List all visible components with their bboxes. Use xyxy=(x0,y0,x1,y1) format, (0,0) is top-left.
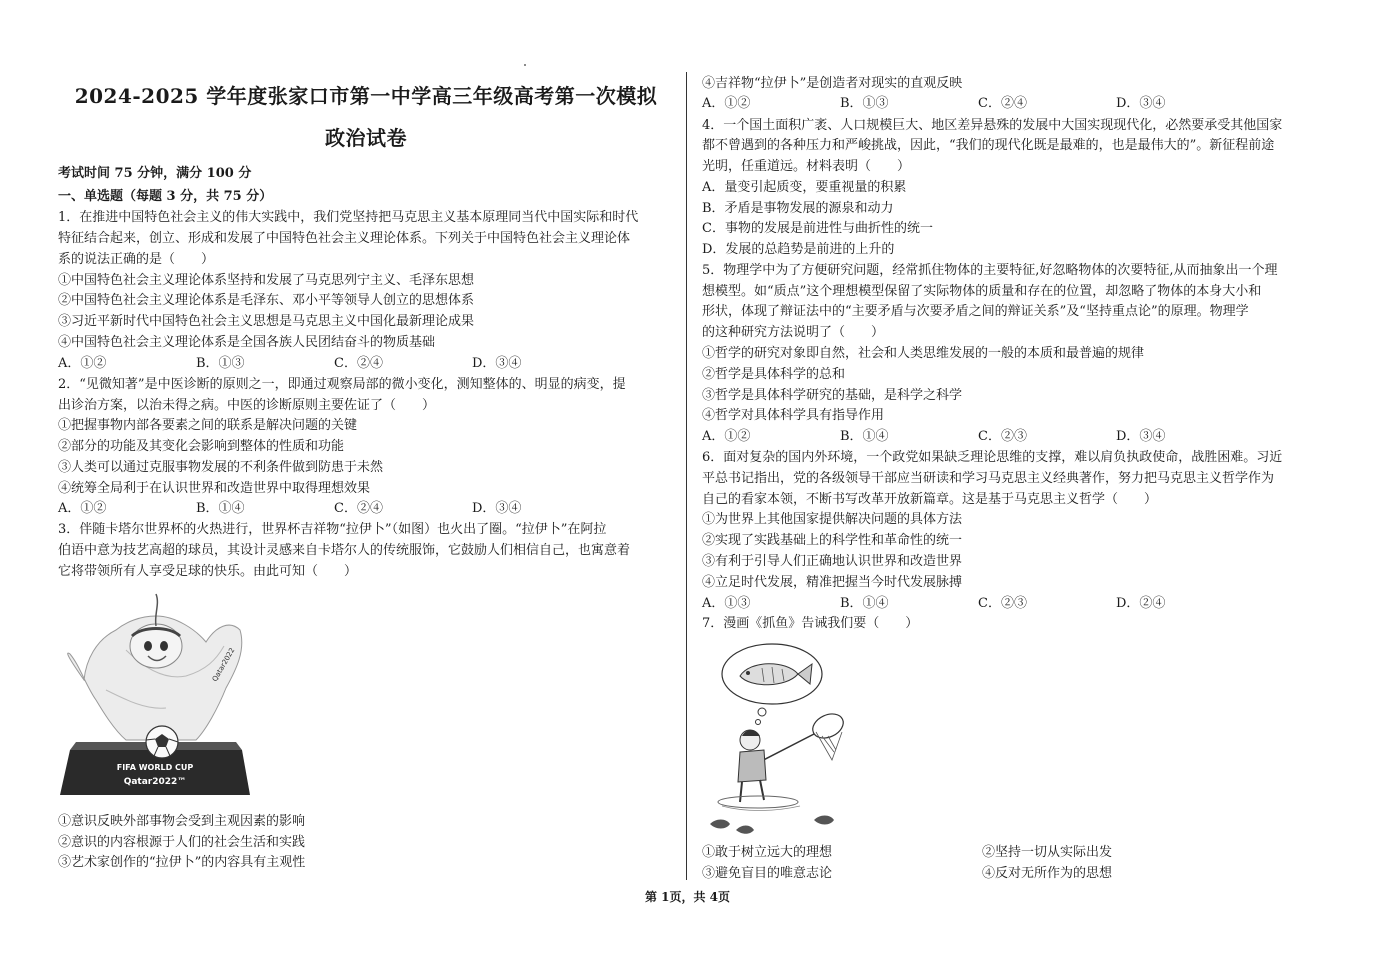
q1-option-d[interactable]: D．③④ xyxy=(472,356,522,371)
q3-line: 它将带领所有人享受足球的快乐。由此可知（ ） xyxy=(58,564,358,579)
q2-item: ②部分的功能及其变化会影响到整体的性质和功能 xyxy=(58,439,345,454)
page-footer: 第 1页，共 4页 xyxy=(644,890,731,904)
q3-option-b[interactable]: B．①③ xyxy=(840,96,889,111)
q1-option-a[interactable]: A．①② xyxy=(58,356,107,371)
q2-option-d[interactable]: D．③④ xyxy=(472,501,522,516)
q4-line: 光明，任重道远。材料表明（ ） xyxy=(702,159,911,174)
q1-item: ③习近平新时代中国特色社会主义思想是马克思主义中国化最新理论成果 xyxy=(58,314,475,329)
q3-item: ④吉祥物“拉伊卜”是创造者对现实的直观反映 xyxy=(702,76,963,91)
q5-item: ①哲学的研究对象即自然，社会和人类思维发展的一般的本质和最普遍的规律 xyxy=(702,346,1145,361)
q5-option-a[interactable]: A．①② xyxy=(702,429,751,444)
q5-item: ④哲学对具体科学具有指导作用 xyxy=(702,408,885,423)
q1-option-c[interactable]: C．②④ xyxy=(334,356,383,371)
q6-option-c[interactable]: C．②③ xyxy=(978,596,1027,611)
q1-line: 1．在推进中国特色社会主义的伟大实践中，我们党坚持把马克思主义基本原理同当代中国实际和时代 xyxy=(58,210,639,225)
q5-option-c[interactable]: C．②③ xyxy=(978,429,1027,444)
q1-item: ④中国特色社会主义理论体系是全国各族人民团结奋斗的物质基础 xyxy=(58,335,436,350)
q7-item: ④反对无所作为的思想 xyxy=(982,866,1113,881)
q5-option-b[interactable]: B．①④ xyxy=(840,429,889,444)
mascot-laeeb-image xyxy=(56,590,254,800)
q2-option-c[interactable]: C．②④ xyxy=(334,501,383,516)
q2-line: 出诊治方案，以治未得之病。中医的诊断原则主要佐证了（ ） xyxy=(58,398,436,413)
q4-option-a[interactable]: A．量变引起质变，要重视量的积累 xyxy=(702,180,907,195)
q2-item: ④统筹全局利于在认识世界和改造世界中取得理想效果 xyxy=(58,481,371,496)
exam-title: 2024-2025 学年度张家口市第一中学高三年级高考第一次模拟 xyxy=(74,84,658,108)
q6-option-b[interactable]: B．①④ xyxy=(840,596,889,611)
q2-item: ③人类可以通过克服事物发展的不利条件做到防患于未然 xyxy=(58,460,384,475)
q6-item: ②实现了实践基础上的科学性和革命性的统一 xyxy=(702,533,963,548)
q7-item: ③避免盲目的唯意志论 xyxy=(702,866,833,881)
column-divider xyxy=(686,72,687,880)
exam-subtitle: 政治试卷 xyxy=(325,126,407,150)
q3-option-a[interactable]: A．①② xyxy=(702,96,751,111)
q6-item: ④立足时代发展，精准把握当今时代发展脉搏 xyxy=(702,575,963,590)
q2-item: ①把握事物内部各要素之间的联系是解决问题的关键 xyxy=(58,418,358,433)
q4-option-d[interactable]: D．发展的总趋势是前进的上升的 xyxy=(702,242,895,257)
q1-line: 特征结合起来，创立、形成和发展了中国特色社会主义理论体系。下列关于中国特色社会主义理论体 xyxy=(58,231,631,246)
q5-line: 的这种研究方法说明了（ ） xyxy=(702,325,885,340)
base-text-line2: Qatar2022™ xyxy=(123,777,187,787)
q1-option-b[interactable]: B．①③ xyxy=(196,356,245,371)
q6-line: 平总书记指出，党的各级领导干部应当研读和学习马克思主义经典著作，努力把马克思主义哲学作为 xyxy=(702,471,1275,486)
q6-line: 自己的看家本领，不断书写改革开放新篇章。这是基于马克思主义哲学（ ） xyxy=(702,492,1158,507)
q1-item: ②中国特色社会主义理论体系是毛泽东、邓小平等领导人创立的思想体系 xyxy=(58,293,475,308)
q3-option-d[interactable]: D．③④ xyxy=(1116,96,1166,111)
q3-item: ①意识反映外部事物会受到主观因素的影响 xyxy=(58,814,306,829)
q4-option-b[interactable]: B．矛盾是事物发展的源泉和动力 xyxy=(702,201,894,216)
q7-item: ①敢于树立远大的理想 xyxy=(702,845,833,860)
q7-item: ②坚持一切从实际出发 xyxy=(982,845,1113,860)
exam-info: 考试时间 75 分钟，满分 100 分 xyxy=(58,166,252,181)
q4-line: 4．一个国土面积广袤、人口规模巨大、地区差异悬殊的发展中大国实现现代化，必然要承受其他国家 xyxy=(702,118,1283,133)
q5-line: 想模型。如“质点”这个理想模型保留了实际物体的质量和存在的位置，却忽略了物体的本身大小和 xyxy=(702,284,1262,299)
fishing-cartoon-image xyxy=(704,640,854,836)
q6-option-d[interactable]: D．②④ xyxy=(1116,596,1166,611)
q5-line: 5．物理学中为了方便研究问题，经常抓住物体的主要特征,好忽略物体的次要特征,从而抽象出一个理 xyxy=(702,263,1278,278)
q7-line: 7．漫画《抓鱼》告诫我们要（ ） xyxy=(702,616,919,631)
q1-item: ①中国特色社会主义理论体系坚持和发展了马克思列宁主义、毛泽东思想 xyxy=(58,273,475,288)
q4-option-c[interactable]: C．事物的发展是前进性与曲折性的统一 xyxy=(702,221,933,236)
q6-option-a[interactable]: A．①③ xyxy=(702,596,751,611)
q1-line: 系的说法正确的是（ ） xyxy=(58,252,215,267)
q5-option-d[interactable]: D．③④ xyxy=(1116,429,1166,444)
q6-item: ①为世界上其他国家提供解决问题的具体方法 xyxy=(702,512,963,527)
section-heading: 一、单选题（每题 3 分，共 75 分） xyxy=(58,189,273,204)
q5-line: 形状，体现了辩证法中的“主要矛盾与次要矛盾之间的辩证关系”及“坚持重点论”的原理。物理学 xyxy=(702,304,1249,319)
q3-option-c[interactable]: C．②④ xyxy=(978,96,1027,111)
q6-line: 6．面对复杂的国内外环境，一个政党如果缺乏理论思维的支撑，难以肩负执政使命，战胜困难。习近 xyxy=(702,450,1283,465)
q2-option-a[interactable]: A．①② xyxy=(58,501,107,516)
q5-item: ③哲学是具体科学研究的基础，是科学之科学 xyxy=(702,388,963,403)
q3-line: 3．伴随卡塔尔世界杯的火热进行，世界杯吉祥物“拉伊卜”（如图）也火出了圈。“拉伊卜”在阿拉 xyxy=(58,522,607,537)
q3-line: 伯语中意为技艺高超的球员，其设计灵感来自卡塔尔人的传统服饰，它鼓励人们相信自己，也寓意着 xyxy=(58,543,631,558)
q5-item: ②哲学是具体科学的总和 xyxy=(702,367,846,382)
robe-text: Qatar2022 xyxy=(210,646,237,683)
q2-line: 2．“见微知著”是中医诊断的原则之一，即通过观察局部的微小变化，测知整体的、明显的病变，提 xyxy=(58,377,626,392)
q3-item: ③艺术家创作的“拉伊卜”的内容具有主观性 xyxy=(58,855,306,870)
q6-item: ③有利于引导人们正确地认识世界和改造世界 xyxy=(702,554,963,569)
q2-option-b[interactable]: B．①④ xyxy=(196,501,245,516)
q4-line: 都不曾遇到的各种压力和严峻挑战，因此，“我们的现代化既是最难的，也是最伟大的”。新征程前途 xyxy=(702,138,1275,153)
q3-item: ②意识的内容根源于人们的社会生活和实践 xyxy=(58,835,306,850)
base-text-line1: FIFA WORLD CUP xyxy=(116,763,194,772)
stray-dot xyxy=(524,64,526,66)
